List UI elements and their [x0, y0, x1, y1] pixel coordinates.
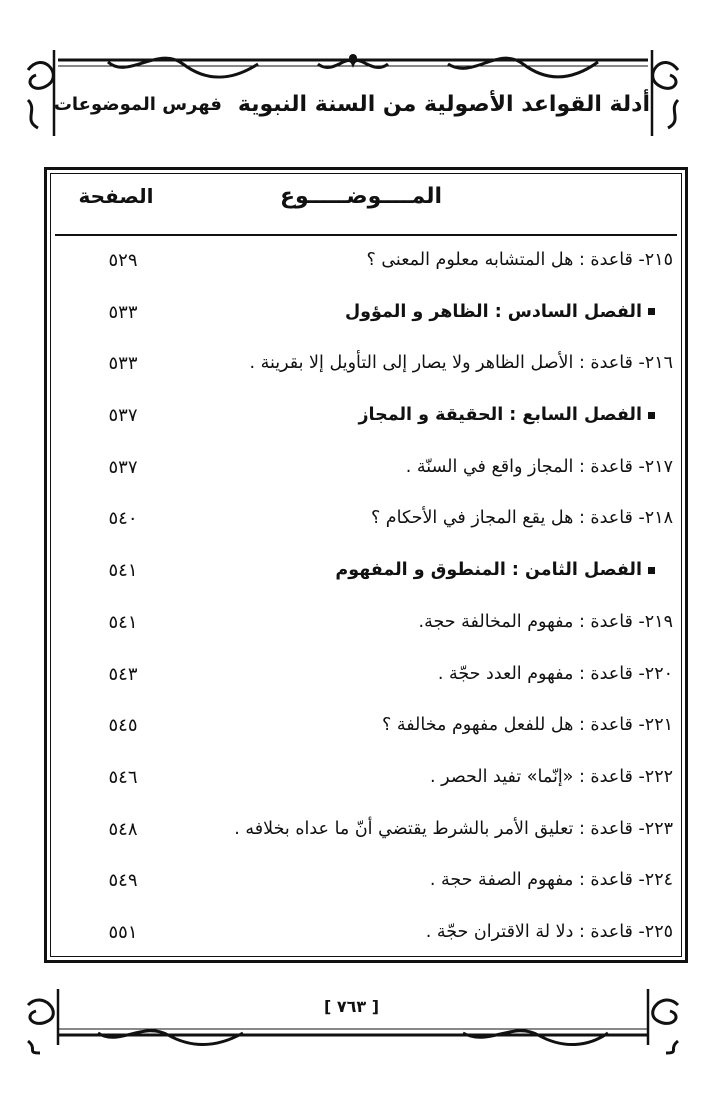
toc-rows [47, 240, 685, 964]
section-title: فهرس الموضوعات [53, 93, 222, 115]
toc-page-number: ٥٥١ [108, 921, 138, 943]
toc-page-number: ٥٤٠ [108, 508, 138, 530]
running-head [53, 84, 650, 124]
toc-entry: ٢٢٤- قاعدة : مفهوم الصفة حجة . [429, 870, 673, 891]
toc-row [47, 809, 685, 861]
toc-row [47, 343, 685, 395]
toc-entry: ٢٢٥- قاعدة : دلا لة الاقتران حجّة . [425, 921, 673, 942]
toc-row [47, 654, 685, 706]
toc-entry: ٢٢١- قاعدة : هل للفعل مفهوم مخالفة ؟ [381, 715, 673, 736]
bottom-ornament [18, 985, 688, 1055]
toc-page-number: ٥٣٧ [108, 405, 138, 427]
toc-header-row [47, 170, 685, 232]
toc-entry: ٢١٩- قاعدة : مفهوم المخالفة حجة. [418, 611, 673, 632]
toc-entry: ٢٢٢- قاعدة : «إنّما» تفيد الحصر . [430, 766, 673, 787]
toc-page-number: ٥٤٨ [108, 818, 138, 840]
toc-chapter-title: الفصل السابع : الحقيقة و المجاز [358, 405, 642, 426]
toc-chapter-title: الفصل الثامن : المنطوق و المفهوم [335, 560, 642, 581]
toc-entry: ٢٢٣- قاعدة : تعليق الأمر بالشرط يقتضي أنّ ما عداه بخلافه . [234, 818, 673, 839]
toc-page-number: ٥٤٦ [108, 766, 138, 788]
header-divider [55, 234, 677, 236]
toc-page-number: ٥٣٣ [108, 301, 138, 323]
toc-page-number: ٥٤٩ [108, 870, 138, 892]
toc-page-number: ٥٣٧ [108, 456, 138, 478]
toc-row [47, 757, 685, 809]
toc-page-number: ٥٢٩ [108, 250, 138, 271]
toc-entry: ٢١٦- قاعدة : الأصل الظاهر ولا يصار إلى التأويل إلا بقرينة . [249, 353, 673, 374]
toc-page-number: ٥٤١ [108, 560, 138, 582]
toc-chapter-title: الفصل السادس : الظاهر و المؤول [345, 301, 642, 322]
square-bullet-icon [648, 567, 655, 574]
toc-row [47, 860, 685, 912]
square-bullet-icon [648, 308, 655, 315]
toc-chapter-row [47, 550, 685, 602]
toc-entry: ٢١٥- قاعدة : هل المتشابه معلوم المعنى ؟ [366, 250, 673, 270]
toc-table [44, 167, 688, 963]
toc-page-number: ٥٣٣ [108, 353, 138, 375]
subject-column-header: المــــوضـــــوع [279, 184, 443, 209]
toc-page-number: ٥٤٣ [108, 663, 138, 685]
book-title: أدلة القواعد الأصولية من السنة النبوية [237, 91, 650, 117]
page-column-header: الصفحة [78, 184, 154, 208]
toc-row [47, 602, 685, 654]
toc-page-number: ٥٤٥ [108, 715, 138, 737]
toc-row [47, 240, 685, 292]
toc-entry: ٢١٨- قاعدة : هل يقع المجاز في الأحكام ؟ [370, 508, 673, 529]
toc-row [47, 447, 685, 499]
toc-page-number: ٥٤١ [108, 611, 138, 633]
toc-row [47, 912, 685, 964]
page-number: [ ٧٦٣ ] [323, 997, 380, 1016]
toc-chapter-row [47, 292, 685, 344]
toc-entry: ٢١٧- قاعدة : المجاز واقع في السنّة . [405, 456, 673, 477]
square-bullet-icon [648, 412, 655, 419]
toc-row [47, 498, 685, 550]
toc-chapter-row [47, 395, 685, 447]
toc-row [47, 705, 685, 757]
toc-entry: ٢٢٠- قاعدة : مفهوم العدد حجّة . [437, 663, 673, 684]
